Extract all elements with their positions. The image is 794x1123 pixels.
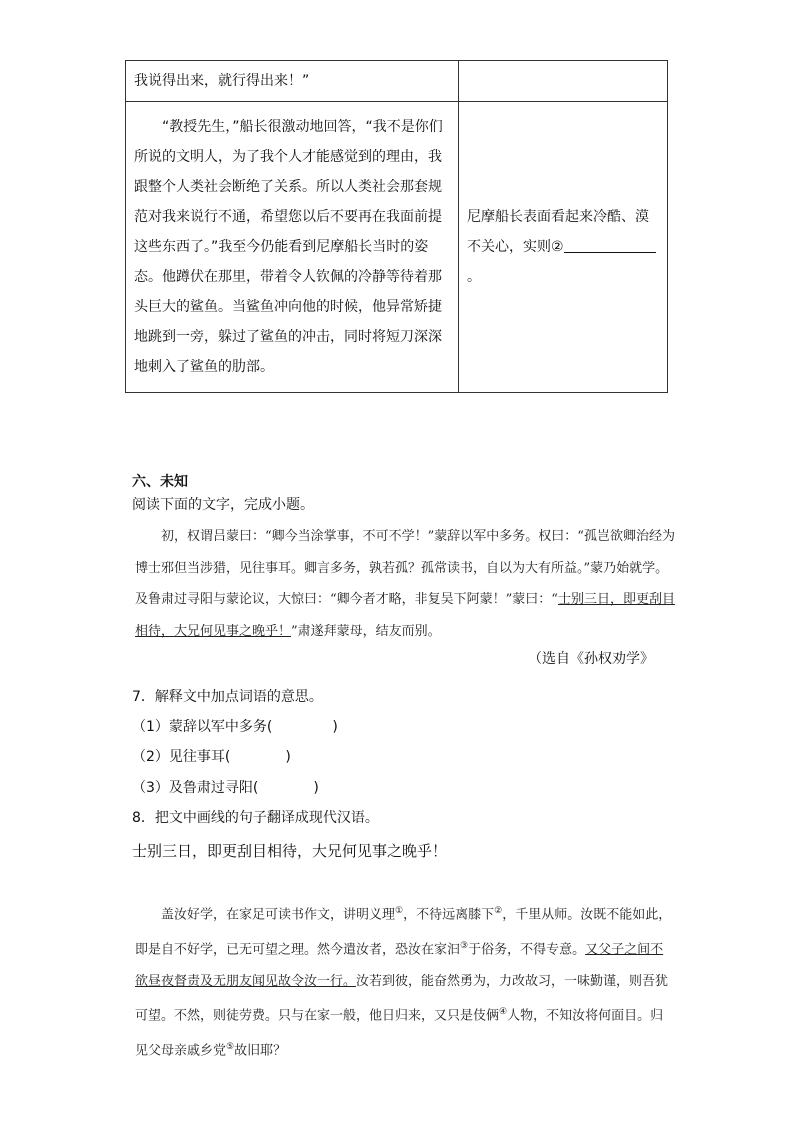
cell-text: 尼摩船长表面看起来冷酷、漠不关心，实则②。 [467, 202, 659, 292]
footnote-mark: ③ [460, 940, 469, 951]
classical-passage-2: 盖汝好学，在家足可读书作文，讲明义理①，不待远离膝下②，千里从师。汝既不能如此，即是自不好学，已无可望之理。然今遣汝者，恐汝在家汩③于俗务，不得专意。又父子之间不欲昼夜督责及无朋友闻见故令汝一行。汝若到彼，能奋然勇为，力改故习，一味勤谨，则吾犹可望。不然，则徒劳费。只与在家一般，他日归来，又只是伎俩④人物，不知汝将何面目。归见父母亲戚乡党⑤故旧耶？ [135, 906, 672, 1059]
footnote-mark: ① [395, 906, 404, 916]
table-cell [459, 102, 668, 393]
instruction: 阅读下面的文字，完成小题。 [132, 497, 314, 513]
source-note: （选自《孙权劝学》 [528, 651, 654, 667]
cell-text: 我说得出来，就行得出来！” [134, 73, 310, 89]
table-cell [459, 61, 668, 102]
section-title: 六、未知 [132, 474, 188, 490]
translation-sentence: 士别三日，即更刮目相待，大兄何见事之晚乎！ [132, 842, 448, 860]
question-7: 7．解释文中加点词语的意思。 [132, 689, 323, 705]
cell-text: “教授先生，”船长很激动地回答，“我不是你们所说的文明人，为了我个人才能感觉到的理由，我跟整个人类社会断绝了关系。所以人类社会那套规范对我来说行不通，希望您以后不要再在我面前提这些东西了。”我至今仍能看到尼摩船长当时的姿态。他蹲伏在那里，带着令人钦佩的冷静等待着那头巨大的鲨鱼。当鲨鱼冲向他的时候，他异常矫捷地跳到一旁，躲过了鲨鱼的冲击，同时将短刀深深地刺入了鲨鱼的肋部。 [134, 119, 443, 375]
table-cell [126, 102, 459, 393]
classical-passage: 初，权谓吕蒙曰：“卿今当涂掌事，不可不学！”蒙辞以军中多务。权曰：“孤岂欲卿治经为博士邪但当涉猎，见往事耳。卿言多务，孰若孤？孤常读书，自以为大有所益。”蒙乃始就学。及鲁肃过寻阳与蒙论议，大惊曰：“卿今者才略，非复吴下阿蒙！”蒙曰：“士别三日，即更刮目相待，大兄何见事之晚乎！”肃遂拜蒙母，结友而别。 [135, 529, 675, 639]
question-item: （3）及鲁肃过寻阳( ) [132, 780, 319, 796]
reading-table [125, 60, 668, 393]
question-item: （1）蒙辞以军中多务( ) [132, 719, 338, 735]
underlined-sentence: 又父子之间不欲昼夜督责及无朋友闻见故令汝一行。 [135, 942, 664, 989]
question-item: （2）见往事耳( ) [132, 749, 291, 765]
footnote-mark: ② [494, 906, 503, 916]
footnote-mark: ⑤ [226, 1041, 235, 1052]
question-8: 8．把文中画线的句子翻译成现代汉语。 [132, 810, 379, 826]
answer-blank[interactable] [564, 236, 656, 253]
underlined-sentence: 士别三日，即更刮目相待，大兄何见事之晚乎！ [135, 592, 675, 639]
footnote-mark: ④ [499, 1007, 508, 1018]
table-cell [126, 61, 459, 102]
